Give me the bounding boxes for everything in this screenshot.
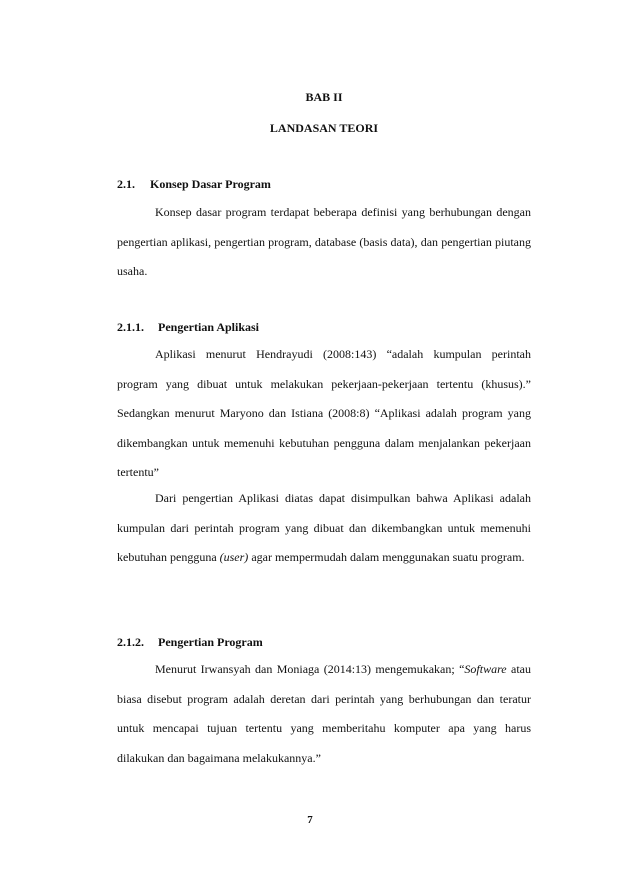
paragraph-aplikasi-definition: Aplikasi menurut Hendrayudi (2008:143) “adalah kumpulan perintah program yang dibuat untuk melakukan pekerjaan-pekerjaan tertentu (khusus).” Sedangkan menurut Maryono dan Istiana (2008:8) “Aplikasi adalah program yang dikembangkan untuk memenuhi kebutuhan pengguna dalam menjalankan pekerjaan tertentu” [117,347,531,479]
section-heading-2-1-2 [117,635,263,650]
section-heading-2-1 [117,177,271,192]
paragraph-konsep-dasar: Konsep dasar program terdapat beberapa definisi yang berhubungan dengan pengertian aplikasi, pengertian program, database (basis data), dan pengertian piutang usaha. [117,205,531,278]
section-number: 2.1.1. [117,320,144,334]
paragraph-aplikasi-conclusion: Dari pengertian Aplikasi diatas dapat disimpulkan bahwa Aplikasi adalah kumpulan dari perintah program yang dibuat dan dikembangkan untuk memenuhi kebutuhan pengguna (user) agar mempermudah dalam menggunakan suatu program. [117,491,531,564]
chapter-title: LANDASAN TEORI [269,121,379,135]
section-title: Pengertian Aplikasi [158,320,260,334]
chapter-number: BAB II [305,90,343,104]
paragraph-program-definition: Menurut Irwansyah dan Moniaga (2014:13) mengemukakan; “Software atau biasa disebut program adalah deretan dari perintah yang berhubungan dan teratur untuk mencapai tujuan tertentu yang memberitahu komputer apa yang harus dilakukan dan bagaimana melakukannya.” [117,662,531,765]
section-heading-2-1-1 [117,320,259,335]
section-title: Konsep Dasar Program [150,177,271,191]
section-number: 2.1. [117,177,135,191]
page-number: 7 [307,814,313,826]
section-number: 2.1.2. [117,635,144,649]
section-title: Pengertian Program [158,635,263,649]
italic-term-software: Software [464,662,507,676]
italic-term-user: (user) [219,550,249,564]
